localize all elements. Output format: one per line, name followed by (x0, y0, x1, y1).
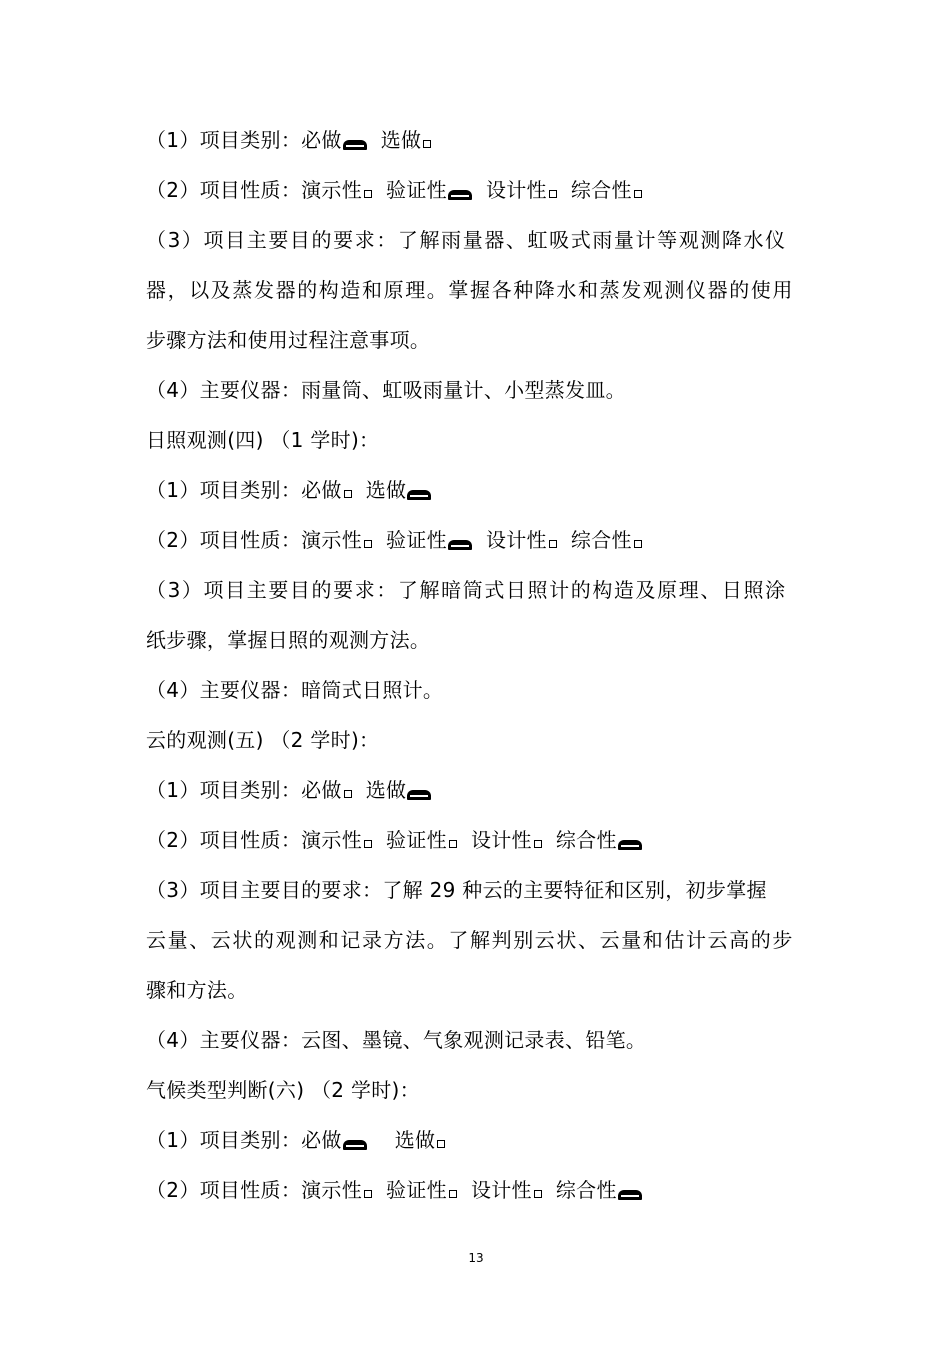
category-required-label: （1）项目类别：必做 (146, 478, 342, 502)
checked-box-icon (618, 838, 642, 850)
paragraph-line: （4）主要仪器：雨量筒、虹吸雨量计、小型蒸发皿。 (146, 378, 626, 402)
nature-demo-label: （2）项目性质：演示性 (146, 828, 363, 852)
empty-box-icon (364, 840, 372, 848)
category-optional-label: 选做 (380, 128, 422, 152)
section-heading: 云的观测(五) （2 学时)： (146, 728, 380, 752)
paragraph-line: （4）主要仪器：云图、墨镜、气象观测记录表、铅笔。 (146, 1028, 647, 1052)
nature-demo-label: （2）项目性质：演示性 (146, 1178, 363, 1202)
paragraph-line: （3）项目主要目的要求：了解雨量器、虹吸式雨量计等观测降水仪 (146, 228, 787, 252)
empty-box-icon (423, 140, 431, 148)
paragraph-line: 云量、云状的观测和记录方法。了解判别云状、云量和估计云高的步 (146, 928, 794, 952)
nature-verify-label: 验证性 (386, 828, 447, 852)
empty-box-icon (534, 1190, 542, 1198)
paragraph-line: （3）项目主要目的要求：了解暗筒式日照计的构造及原理、日照涂 (146, 578, 787, 602)
empty-box-icon (364, 190, 372, 198)
paragraph-line: 步骤方法和使用过程注意事项。 (146, 328, 431, 352)
nature-demo-label: （2）项目性质：演示性 (146, 528, 363, 552)
empty-box-icon (449, 1190, 457, 1198)
item-nature-line (146, 165, 816, 215)
item-category-line (146, 1115, 816, 1165)
section-heading: 日照观测(四) （1 学时)： (146, 428, 380, 452)
nature-design-label: 设计性 (485, 528, 547, 552)
paragraph-line: （4）主要仪器：暗筒式日照计。 (146, 678, 444, 702)
checked-box-icon (407, 488, 431, 500)
nature-verify-label: 验证性 (386, 528, 447, 552)
empty-box-icon (549, 540, 557, 548)
empty-box-icon (364, 1190, 372, 1198)
item-category-line (146, 765, 816, 815)
nature-design-label: 设计性 (470, 828, 532, 852)
empty-box-icon (437, 1140, 445, 1148)
empty-box-icon (634, 190, 642, 198)
empty-box-icon (344, 490, 352, 498)
category-optional-label: 选做 (365, 778, 407, 802)
category-required-label: （1）项目类别：必做 (146, 128, 342, 152)
empty-box-icon (549, 190, 557, 198)
empty-box-icon (344, 790, 352, 798)
item-nature-line (146, 515, 816, 565)
nature-comprehensive-label: 综合性 (555, 1178, 617, 1202)
document-body (146, 115, 816, 1215)
nature-demo-label: （2）项目性质：演示性 (146, 178, 363, 202)
item-category-line (146, 465, 816, 515)
paragraph-line: （3）项目主要目的要求：了解 29 种云的主要特征和区别，初步掌握 (146, 878, 767, 902)
category-required-label: （1）项目类别：必做 (146, 778, 342, 802)
empty-box-icon (634, 540, 642, 548)
checked-box-icon (407, 788, 431, 800)
empty-box-icon (364, 540, 372, 548)
nature-comprehensive-label: 综合性 (570, 528, 632, 552)
paragraph-line: 纸步骤，掌握日照的观测方法。 (146, 628, 431, 652)
category-optional-label: 选做 (365, 478, 407, 502)
checked-box-icon (343, 138, 367, 150)
paragraph-line: 器，以及蒸发器的构造和原理。掌握各种降水和蒸发观测仪器的使用 (146, 278, 794, 302)
empty-box-icon (534, 840, 542, 848)
item-nature-line (146, 1165, 816, 1215)
nature-design-label: 设计性 (485, 178, 547, 202)
category-required-label: （1）项目类别：必做 (146, 1128, 342, 1152)
checked-box-icon (618, 1188, 642, 1200)
empty-box-icon (449, 840, 457, 848)
nature-design-label: 设计性 (470, 1178, 532, 1202)
nature-verify-label: 验证性 (386, 1178, 447, 1202)
checked-box-icon (343, 1138, 367, 1150)
checked-box-icon (448, 538, 472, 550)
page-number: 13 (468, 1251, 484, 1265)
checked-box-icon (448, 188, 472, 200)
nature-comprehensive-label: 综合性 (555, 828, 617, 852)
item-nature-line (146, 815, 816, 865)
nature-comprehensive-label: 综合性 (570, 178, 632, 202)
item-category-line (146, 115, 816, 165)
nature-verify-label: 验证性 (386, 178, 447, 202)
section-heading: 气候类型判断(六) （2 学时)： (146, 1078, 420, 1102)
paragraph-line: 骤和方法。 (146, 978, 248, 1002)
category-optional-label: 选做 (394, 1128, 436, 1152)
